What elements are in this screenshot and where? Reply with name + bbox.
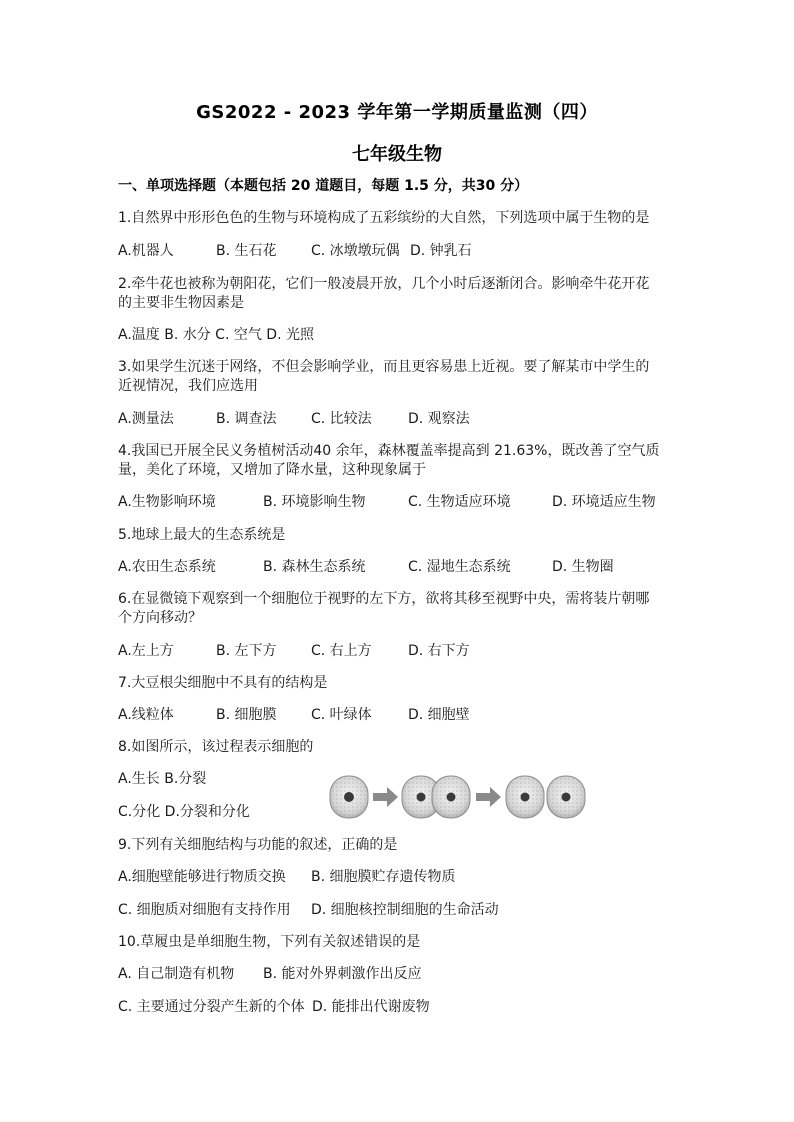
question-10-option-a: A. 自己制造有机物 <box>118 966 235 982</box>
question-6-option-d: D. 右下方 <box>408 643 470 659</box>
question-3-option-a: A.测量法 <box>118 411 174 427</box>
question-9-option-b: B. 细胞膜贮存遗传物质 <box>311 869 456 885</box>
question-3-option-b: B. 调查法 <box>216 411 277 427</box>
question-3-option-c: C. 比较法 <box>311 411 372 427</box>
question-7-stem: 7.大豆根尖细胞中不具有的结构是 <box>118 675 328 691</box>
question-4-option-c: C. 生物适应环境 <box>408 494 511 510</box>
question-4-option-d: D. 环境适应生物 <box>552 494 656 510</box>
question-5-option-a: A.农田生态系统 <box>118 559 216 575</box>
question-6-stem-line-1: 6.在显微镜下观察到一个细胞位于视野的左下方，欲将其移至视野中央，需将装片朝哪 <box>118 591 650 607</box>
question-5-option-d: D. 生物圈 <box>552 559 614 575</box>
question-9-option-c: C. 细胞质对细胞有支持作用 <box>118 902 291 918</box>
cell-stage-1 <box>330 776 368 818</box>
cell-stage-3 <box>506 776 585 818</box>
question-2-stem-line-2: 的主要非生物因素是 <box>118 295 244 311</box>
question-6-stem-line-2: 个方向移动？ <box>118 610 202 626</box>
question-1-option-c: C. 冰墩墩玩偶 <box>311 243 400 259</box>
question-6-option-c: C. 右上方 <box>311 643 372 659</box>
question-8-options-line-2: C.分化 D.分裂和分化 <box>118 804 250 820</box>
question-9-option-d: D. 细胞核控制细胞的生命活动 <box>311 902 499 918</box>
question-10-option-d: D. 能排出代谢废物 <box>312 999 430 1015</box>
question-8-options-line-1: A.生长 B.分裂 <box>118 771 207 787</box>
question-1-stem: 1.自然界中形形色色的生物与环境构成了五彩缤纷的大自然，下列选项中属于生物的是 <box>118 210 650 226</box>
question-4-stem-line-2: 量，美化了环境，又增加了降水量，这种现象属于 <box>118 462 426 478</box>
cell-stage-2 <box>402 776 470 818</box>
question-6-option-a: A.左上方 <box>118 643 174 659</box>
question-9-stem: 9.下列有关细胞结构与功能的叙述，正确的是 <box>118 837 398 853</box>
question-4-stem-line-1: 4.我国已开展全民义务植树活动40 余年，森林覆盖率提高到 21.63%，既改善了空气质 <box>118 443 660 459</box>
question-4-option-a: A.生物影响环境 <box>118 494 216 510</box>
question-6-option-b: B. 左下方 <box>216 643 277 659</box>
question-5-option-c: C. 湿地生态系统 <box>408 559 511 575</box>
question-7-option-c: C. 叶绿体 <box>311 707 372 723</box>
question-10-option-c: C. 主要通过分裂产生新的个体 <box>118 999 305 1015</box>
question-3-stem-line-1: 3.如果学生沉迷于网络，不但会影响学业，而且更容易患上近视。要了解某市中学生的 <box>118 359 650 375</box>
question-1-option-b: B. 生石花 <box>216 243 277 259</box>
exam-subtitle: 七年级生物 <box>352 144 442 165</box>
arrow-right-icon <box>476 787 501 807</box>
question-10-option-b: B. 能对外界刺激作出反应 <box>263 966 422 982</box>
question-2-options: A.温度 B. 水分 C. 空气 D. 光照 <box>118 327 314 343</box>
question-10-stem: 10.草履虫是单细胞生物，下列有关叙述错误的是 <box>118 934 421 950</box>
question-7-option-b: B. 细胞膜 <box>216 707 277 723</box>
cell-division-figure <box>328 770 590 824</box>
arrow-right-icon <box>373 787 398 807</box>
question-7-option-a: A.线粒体 <box>118 707 174 723</box>
section-heading: 一、单项选择题（本题包括 20 道题目，每题 1.5 分，共30 分） <box>118 178 529 194</box>
question-3-option-d: D. 观察法 <box>408 411 470 427</box>
question-3-stem-line-2: 近视情况，我们应选用 <box>118 378 258 394</box>
question-5-option-b: B. 森林生态系统 <box>263 559 366 575</box>
question-4-option-b: B. 环境影响生物 <box>263 494 366 510</box>
question-7-option-d: D. 细胞壁 <box>408 707 470 723</box>
question-1-option-a: A.机器人 <box>118 243 174 259</box>
question-1-option-d: D. 钟乳石 <box>410 243 472 259</box>
question-9-option-a: A.细胞壁能够进行物质交换 <box>118 869 286 885</box>
exam-title: GS2022 - 2023 学年第一学期质量监测（四） <box>196 102 598 123</box>
question-2-stem-line-1: 2.牵牛花也被称为朝阳花，它们一般凌晨开放，几个小时后逐渐闭合。影响牵牛花开花 <box>118 276 650 292</box>
question-8-stem: 8.如图所示，该过程表示细胞的 <box>118 739 314 755</box>
question-5-stem: 5.地球上最大的生态系统是 <box>118 527 286 543</box>
